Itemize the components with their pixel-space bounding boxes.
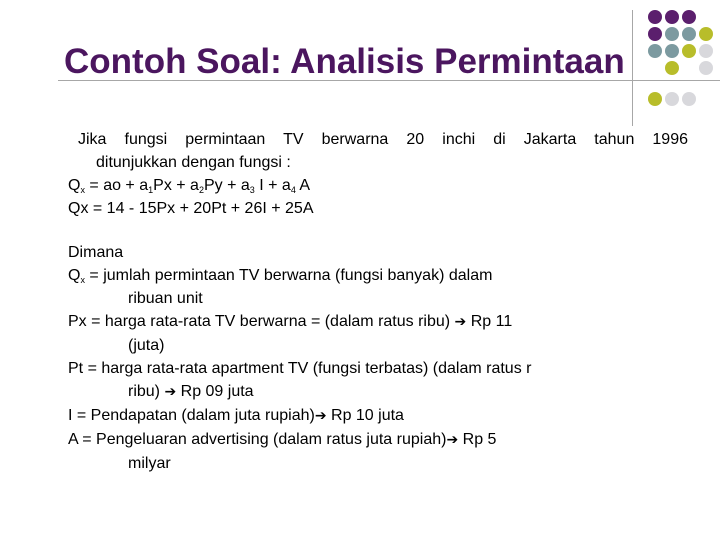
definition-a — [68, 428, 688, 452]
def-q: Q — [68, 267, 81, 284]
def-px-text: Px = harga rata-rata TV berwarna = (dalam ratus ribu) — [68, 313, 455, 330]
numeric-equation: Qx = 14 - 15Px + 20Pt + 26I + 25A — [68, 200, 314, 217]
definition-qx-continued: ribuan unit — [128, 290, 203, 307]
eq-sub: 4 — [290, 185, 296, 195]
dot-gray — [699, 61, 713, 75]
slide-title: Contoh Soal: Analisis Permintaan — [64, 42, 625, 81]
dot-teal — [648, 44, 662, 58]
dot-purple — [682, 10, 696, 24]
arrow-right-icon: ➔ — [164, 384, 177, 400]
intro-line: Jika fungsi permintaan TV berwarna 20 inchi di Jakarta tahun 1996 — [78, 131, 688, 148]
eq-sub: 2 — [198, 185, 204, 195]
eq-part: A — [295, 177, 311, 194]
def-px-value: Rp 11 — [466, 313, 513, 330]
definition-px-continued: (juta) — [128, 337, 165, 354]
definition-i — [68, 404, 688, 428]
dot-gray — [699, 44, 713, 58]
definition-px — [68, 310, 688, 334]
eq-part: Px + a — [153, 177, 199, 194]
intro-line-continued: ditunjukkan dengan fungsi : — [96, 154, 291, 171]
def-i-text: I = Pendapatan (dalam juta rupiah) — [68, 407, 315, 424]
dot-teal — [682, 27, 696, 41]
dot-gray — [682, 92, 696, 106]
eq-part: = ao + a — [84, 177, 149, 194]
dot-gray — [665, 92, 679, 106]
arrow-right-icon: ➔ — [314, 408, 327, 424]
eq-q-sub: x — [80, 185, 85, 195]
dot-yellow — [648, 92, 662, 106]
eq-sub: 1 — [148, 185, 154, 195]
def-a-text: A = Pengeluaran advertising (dalam ratus juta rupiah) — [68, 431, 447, 448]
arrow-right-icon: ➔ — [454, 314, 467, 330]
dot-purple — [648, 27, 662, 41]
dot-purple — [648, 10, 662, 24]
eq-part: I + a — [254, 177, 291, 194]
decorative-dot-grid — [643, 8, 723, 118]
spacer — [68, 220, 688, 241]
eq-part: Py + a — [203, 177, 250, 194]
def-i-value: Rp 10 juta — [326, 407, 404, 424]
arrow-right-icon: ➔ — [446, 432, 459, 448]
def-pt-cont: ribu) — [128, 383, 165, 400]
slide-body — [68, 128, 688, 475]
def-pt-value: Rp 09 juta — [176, 383, 254, 400]
def-q-sub: x — [80, 275, 85, 285]
eq-sub: 3 — [249, 185, 255, 195]
def-q-text: = jumlah permintaan TV berwarna (fungsi banyak) dalam — [84, 267, 493, 284]
vertical-rule — [632, 10, 633, 126]
dot-yellow — [699, 27, 713, 41]
eq-q: Q — [68, 177, 81, 194]
dot-teal — [665, 44, 679, 58]
definition-pt-continued — [68, 380, 688, 404]
general-equation — [68, 174, 688, 197]
definition-a-continued: milyar — [128, 455, 171, 472]
dimana-label: Dimana — [68, 244, 124, 261]
def-a-value: Rp 5 — [458, 431, 497, 448]
definition-pt: Pt = harga rata-rata apartment TV (fungsi terbatas) (dalam ratus r — [68, 360, 532, 377]
dot-yellow — [665, 61, 679, 75]
dot-teal — [665, 27, 679, 41]
dot-yellow — [682, 44, 696, 58]
dot-purple — [665, 10, 679, 24]
definition-qx — [68, 264, 688, 287]
